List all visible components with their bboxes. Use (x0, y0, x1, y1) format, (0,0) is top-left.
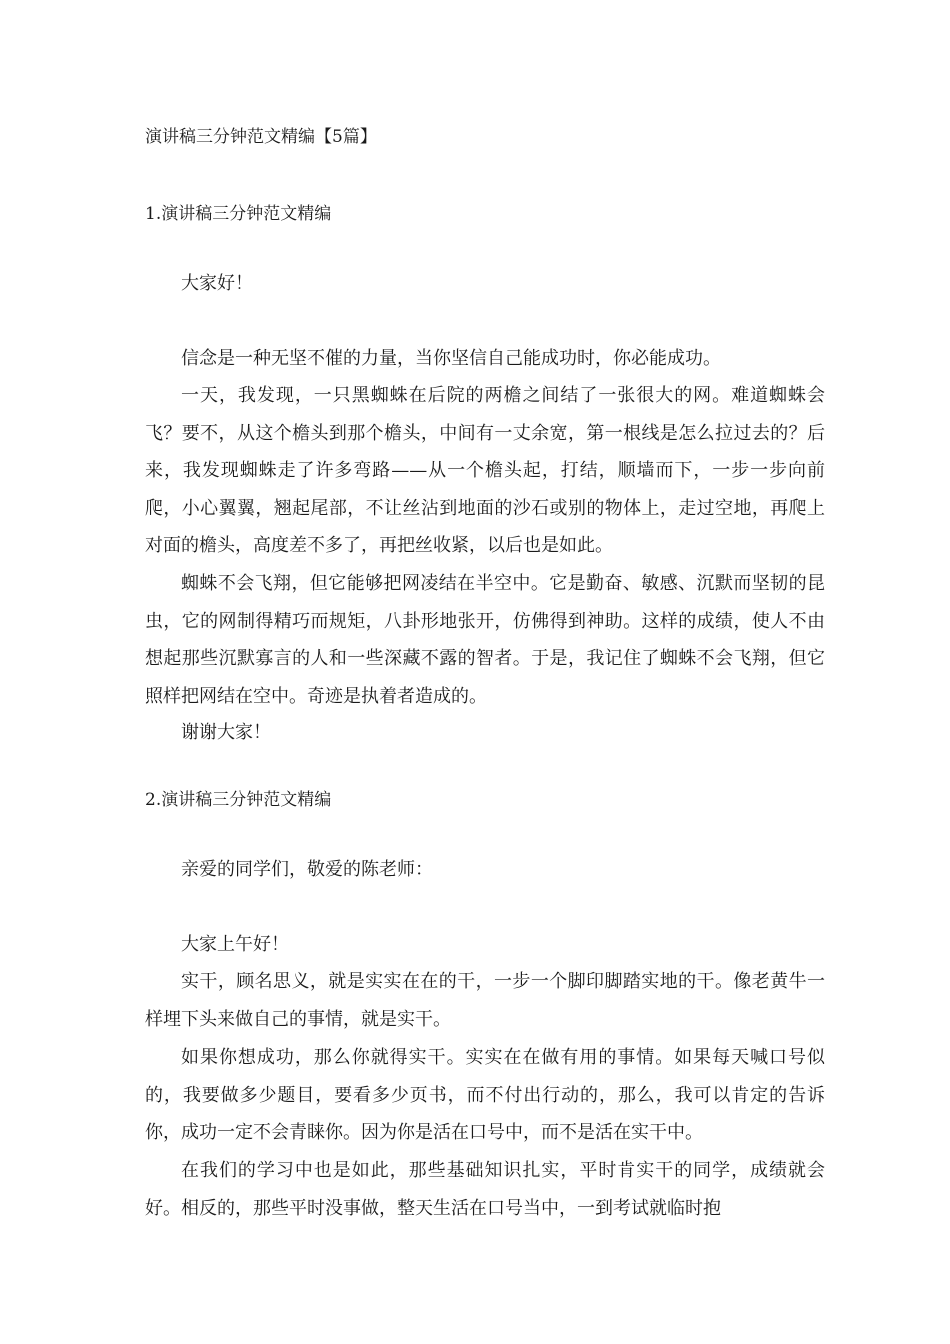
section-2-paragraph-3: 实干，顾名思义，就是实实在在的干，一步一个脚印脚踏实地的干。像老黄牛一样埋下头来做自己的事情，就是实干。 (145, 971, 825, 1030)
section-2-paragraph-1: 亲爱的同学们，敬爱的陈老师： (181, 859, 433, 880)
section-1-paragraph-5: 谢谢大家！ (181, 722, 271, 743)
section-1-paragraph-1: 大家好！ (181, 273, 253, 294)
section-1-heading: 1.演讲稿三分钟范文精编 (145, 204, 332, 224)
section-1-paragraph-4: 蜘蛛不会飞翔，但它能够把网凌结在半空中。它是勤奋、敏感、沉默而坚韧的昆虫，它的网制得精巧而规矩，八卦形地张开，仿佛得到神助。这样的成绩，使人不由想起那些沉默寡言的人和一些深藏不露的智者。于是，我记住了蜘蛛不会飞翔，但它照样把网结在空中。奇迹是执着者造成的。 (145, 573, 825, 707)
document-title: 演讲稿三分钟范文精编【5篇】 (145, 127, 377, 147)
section-2-paragraph-2: 大家上午好！ (181, 934, 289, 955)
section-1-paragraph-3: 一天，我发现，一只黑蜘蛛在后院的两檐之间结了一张很大的网。难道蜘蛛会飞？要不，从这个檐头到那个檐头，中间有一丈余宽，第一根线是怎么拉过去的？后来，我发现蜘蛛走了许多弯路——从一个檐头起，打结，顺墙而下，一步一步向前爬，小心翼翼，翘起尾部，不让丝沾到地面的沙石或别的物体上，走过空地，再爬上对面的檐头，高度差不多了，再把丝收紧，以后也是如此。 (145, 385, 825, 556)
section-1-paragraph-2: 信念是一种无坚不催的力量，当你坚信自己能成功时，你必能成功。 (181, 348, 721, 369)
section-2-paragraph-5: 在我们的学习中也是如此，那些基础知识扎实，平时肯实干的同学，成绩就会好。相反的，那些平时没事做，整天生活在口号当中，一到考试就临时抱 (145, 1160, 825, 1219)
section-2-paragraph-4: 如果你想成功，那么你就得实干。实实在在做有用的事情。如果每天喊口号似的，我要做多少题目，要看多少页书，而不付出行动的，那么，我可以肯定的告诉你，成功一定不会青睐你。因为你是活在口号中，而不是活在实干中。 (145, 1047, 825, 1143)
section-2-heading: 2.演讲稿三分钟范文精编 (145, 790, 332, 810)
